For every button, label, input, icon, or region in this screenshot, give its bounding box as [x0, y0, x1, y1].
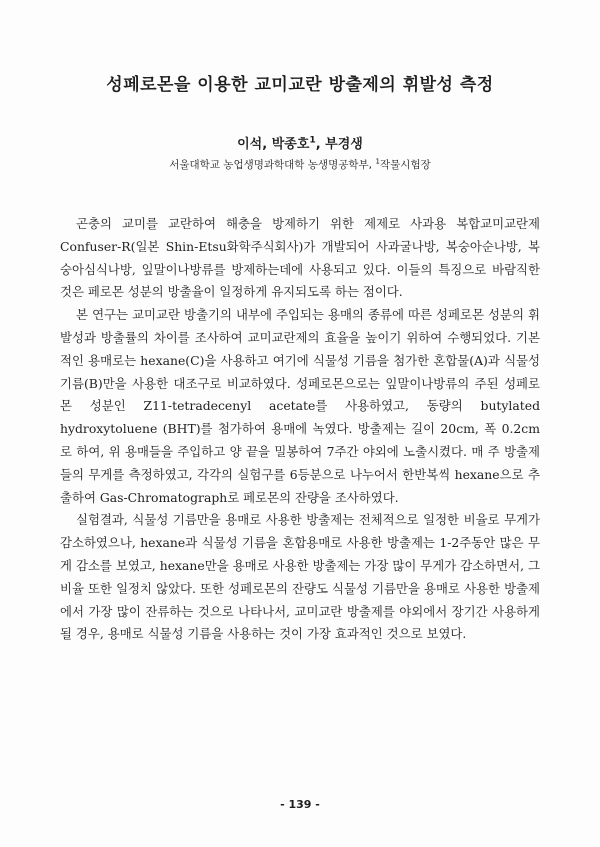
paper-title: 성페로몬을 이용한 교미교란 방출제의 휘발성 측정 [106, 75, 494, 95]
paragraph-methods: 본 연구는 교미교란 방출기의 내부에 주입되는 용매의 종류에 따른 성페로몬 성분의 휘발성과 방출률의 차이를 조사하여 교미교란제의 효율을 높이기 위하여 수행되었다. 기본적인 용매로는 hexane(C)을 사용하고 여기에 식물성 기름을 첨가한 혼합물(A)과 식물성 기름(B)만을 사용한 대조구로 비교하였다. 성페로몬으로는 잎말이나방류의 주된 성페로몬 성분인 Z11-tetradecenyl acetate를 사용하였고, 동량의 butylated hydroxytoluene (BHT)를 첨가하여 용매에 녹였다. 방출제는 길이 20cm, 폭 0.2cm 로 하여, 위 용매들을 주입하고 양 끝을 밀봉하여 7주간 야외에 노출시켰다. 매 주 방출제들의 무게를 측정하였고, 각각의 실험구를 6등분으로 나누어서 한반복씩 hexane으로 추출하여 Gas-Chromatograph로 페로몬의 잔량을 조사하였다. [60, 307, 540, 505]
page-number: - 139 - [280, 798, 320, 811]
author-list [0, 133, 600, 152]
affiliation-line [0, 157, 600, 172]
affiliation-mark: 1 [375, 156, 381, 166]
affiliation-primary: 서울대학교 농업생명과학대학 농생명공학부, [169, 159, 376, 171]
author-names-part2: , 부경생 [315, 137, 363, 152]
author-affiliation-mark: 1 [309, 135, 316, 146]
author-names-part1: 이석, 박종호 [237, 137, 310, 152]
paragraph-results: 실험결과, 식물성 기름만을 용매로 사용한 방출제는 전체적으로 일정한 비율로 무게가 감소하였으나, hexane과 식물성 기름을 혼합용매로 사용한 방출제는 1-2주동안 많은 무게 감소를 보였고, hexane만을 용매로 사용한 방출제는 가장 많이 무게가 감소하면서, 그 비율 또한 일정치 않았다. 또한 성페로몬의 잔량도 식물성 기름만을 용매로 사용한 방출제에서 가장 많이 잔류하는 것으로 나타나서, 교미교란 방출제를 야외에서 장기간 사용하게 될 경우, 용매로 식물성 기름을 사용하는 것이 가장 효과적인 것으로 보였다. [60, 512, 540, 642]
abstract-body [60, 213, 540, 646]
affiliation-secondary: 작물시험장 [380, 159, 431, 171]
paragraph-introduction: 곤충의 교미를 교란하여 해충을 방제하기 위한 제제로 사과용 복합교미교란제 Confuser-R(일본 Shin-Etsu화학주식회사)가 개발되어 사과굴나방, 복숭아순나방, 복숭아심식나방, 잎말이나방류를 방제하는데에 사용되고 있다. 이들의 특징으로 바람직한 것은 페로몬 성분의 방출율이 일정하게 유지되도록 하는 점이다. [60, 216, 540, 300]
